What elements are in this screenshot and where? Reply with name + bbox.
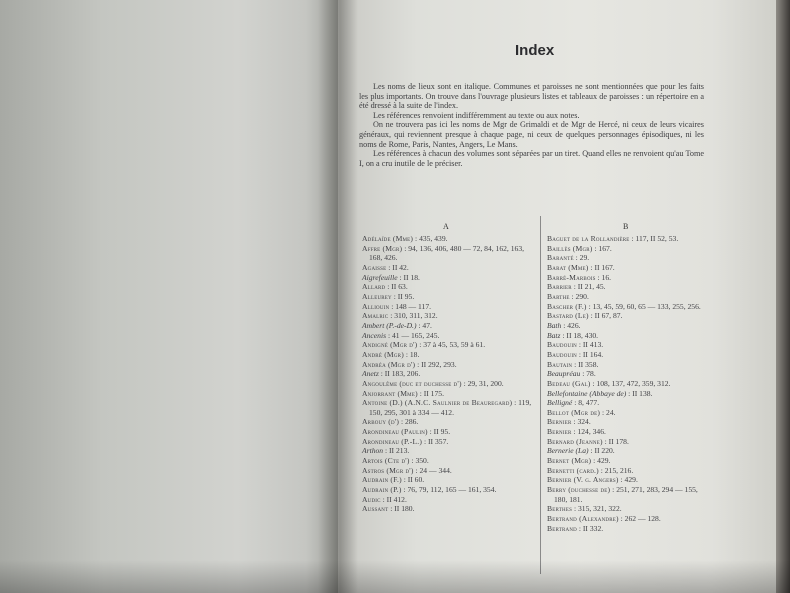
index-entry-refs: : II 412.: [380, 494, 407, 504]
index-entry-refs: : 167.: [592, 243, 612, 253]
intro-paragraph: Les noms de lieux sont en italique. Communes et paroisses ne sont mentionnées que pour les faits les plus importants. On trouve dans l'ouvrage plusieurs listes et tableaux de paroisses : un répertoire en a été dressé à la suite de l'index.: [359, 82, 704, 111]
index-entry: [362, 311, 534, 321]
index-entry: [547, 340, 705, 350]
index-entry-refs: : 426.: [561, 320, 581, 330]
index-entry-refs: : 124, 346.: [571, 427, 606, 437]
index-entry-refs: : 290.: [569, 291, 589, 301]
index-entry: [547, 360, 705, 370]
index-entry-refs: : II 21, 45.: [571, 282, 606, 292]
index-entry-name: Bath: [547, 320, 562, 330]
index-entry-refs: : II 413.: [577, 340, 604, 350]
column-separator: [540, 216, 541, 574]
index-entry-name: Baudouin: [547, 340, 577, 350]
index-entry: [362, 331, 534, 341]
index-entry: [547, 475, 705, 485]
index-entry-refs: : II 63.: [385, 282, 408, 292]
index-entry-name: Bernier: [547, 417, 572, 427]
index-entry-refs: : II 183, 206.: [378, 369, 421, 379]
index-entry-name: Anetz: [362, 369, 379, 379]
index-entry: [547, 427, 705, 437]
index-entry: [362, 340, 534, 350]
index-entry-name: Bellot (Mgr de): [547, 407, 601, 417]
index-entry: [362, 417, 534, 427]
index-entry-refs: : 350.: [409, 456, 429, 466]
index-entry-refs: : II 164.: [577, 349, 604, 359]
index-entry: [547, 417, 705, 427]
index-entry: [362, 504, 534, 514]
index-entry-name: Antoine (D.) (A.N.C. Saulnier de Beauregard): [362, 398, 513, 408]
index-entry-refs: : 76, 79, 112, 165 — 161, 354.: [401, 485, 497, 495]
index-entry: [362, 360, 534, 370]
index-entry-refs: : 435, 439.: [413, 234, 448, 243]
index-entry-name: Affre (Mgr): [362, 243, 403, 253]
index-entry-name: Barrier: [547, 282, 572, 292]
index-entry-refs: : 16.: [595, 272, 612, 282]
intro-paragraph: Les références renvoient indifféremment au texte ou aux notes.: [373, 110, 580, 120]
index-entry-name: Bedeau (Gal): [547, 378, 591, 388]
index-entry-refs: : II 178.: [602, 436, 629, 446]
index-entry-name: Baudouin: [547, 349, 577, 359]
index-entry: [362, 446, 534, 456]
index-entry-refs: : 262 — 128.: [618, 514, 661, 524]
index-entry-name: Arondineau (P.-L.): [362, 436, 423, 446]
index-entry: [362, 302, 534, 312]
index-entry: [547, 446, 705, 456]
index-entry-refs: : II 357.: [422, 436, 449, 446]
index-entry: [362, 456, 534, 466]
index-entry-name: Arbouy (d'): [362, 417, 400, 427]
index-entry-refs: : 429.: [591, 456, 611, 466]
index-entry-name: Berry (duchesse de): [547, 485, 611, 495]
index-entry-name: Barré-Marbois: [547, 272, 596, 282]
index-entry-name: Anjorrant (Mme): [362, 388, 418, 398]
index-entry-refs: : 215, 216.: [598, 465, 634, 475]
index-entry-name: Ancenis: [362, 330, 387, 340]
index-entry-refs: : 78.: [580, 369, 596, 379]
index-entry-name: Bastard (Le): [547, 311, 589, 321]
index-entry: [547, 514, 705, 524]
index-entry-name: Ambert (P.-de-D.): [362, 320, 417, 330]
index-entry-refs: : II 220.: [588, 446, 615, 456]
index-entry: [547, 273, 705, 283]
index-entry: [547, 350, 705, 360]
index-entry: [547, 466, 705, 476]
index-entry-name: Audrain (P.): [362, 485, 402, 495]
column-heading-a: A: [443, 222, 449, 231]
index-entry-refs: : II 332.: [576, 523, 604, 533]
index-entry: [362, 369, 534, 379]
index-entry-refs: : II 95.: [391, 291, 415, 301]
index-entry: [547, 282, 705, 292]
index-entry: [547, 263, 705, 273]
index-entry-refs: : II 42.: [386, 262, 409, 272]
index-entry-refs: : 315, 321, 322.: [572, 504, 622, 514]
page-edge: [776, 0, 790, 593]
index-entry-name: Beaupréau: [547, 369, 581, 379]
index-column-b: [547, 234, 705, 533]
intro-paragraph: On ne trouvera pas ici les noms de Mgr de Grimaldi et de Mgr de Hercé, ni ceux de leurs vicaires généraux, qui reviennent presque à chaque page, ni ceux de quelques personnages épisodiques, ni les noms de Rome, Paris, Nantes, Angers, Le Mans.: [359, 120, 704, 149]
index-entry-name: Amalric: [362, 311, 389, 321]
index-entry-refs: : II 60.: [401, 475, 425, 485]
index-entry-refs: : 13, 45, 59, 60, 65 — 133, 255, 256.: [586, 301, 701, 311]
index-entry: [362, 427, 534, 437]
index-entry: [362, 495, 534, 505]
index-entry: [547, 234, 705, 244]
index-entry: [547, 379, 705, 389]
index-entry: [362, 475, 534, 485]
index-entry-name: Bernier: [547, 427, 572, 437]
index-entry-name: André (Mgr): [362, 349, 404, 359]
index-entry-name: Bernerie (La): [547, 446, 589, 456]
index-entry-name: Audrain (F.): [362, 475, 402, 485]
index-entry-refs: : 37 à 45, 53, 59 à 61.: [417, 340, 486, 350]
index-entry: [547, 369, 705, 379]
index-entry-name: Batz: [547, 330, 561, 340]
index-entry-name: Baguet de la Rollandière: [547, 234, 630, 243]
index-entry-name: Bernard (Jeanne): [547, 436, 603, 446]
index-entry-name: Bernier (V. g. Angers): [547, 475, 619, 485]
index-entry-name: Bernet (Mgr): [547, 456, 592, 466]
bottom-shadow: [0, 560, 790, 593]
index-entry: [547, 456, 705, 466]
index-entry: [547, 253, 705, 263]
index-entry-refs: : II 95.: [427, 427, 451, 437]
index-entry: [362, 273, 534, 283]
index-entry: [547, 437, 705, 447]
index-entry: [547, 504, 705, 514]
index-entry-refs: : 251, 271, 283, 294 — 155, 180, 181.: [554, 485, 698, 504]
index-entry: [362, 350, 534, 360]
index-entry-refs: : II 358.: [572, 359, 599, 369]
index-entry: [362, 437, 534, 447]
column-heading-b: B: [623, 222, 629, 231]
index-column-a: [362, 234, 534, 514]
index-entry-name: Aussant: [362, 504, 389, 514]
index-entry: [547, 485, 705, 504]
index-entry-name: Aigrefeuille: [362, 272, 398, 282]
index-entry-name: Bertrand: [547, 523, 577, 533]
index-entry: [362, 263, 534, 273]
index-entry-name: Bascher (F.): [547, 301, 587, 311]
index-entry-name: Arondineau (Paulin): [362, 427, 428, 437]
index-entry-refs: : II 138.: [626, 388, 653, 398]
index-entry: [547, 292, 705, 302]
index-entry-refs: : II 180.: [388, 504, 415, 514]
index-entry: [547, 302, 705, 312]
index-entry-refs: : 119, 150, 295, 301 à 334 — 412.: [369, 398, 532, 417]
index-entry-name: Adélaïde (Mme): [362, 234, 414, 243]
index-entry-name: Bertrand (Alexandre): [547, 514, 619, 524]
index-entry-refs: : 310, 311, 312.: [388, 311, 438, 321]
index-entry-refs: : 117, II 52, 53.: [629, 234, 679, 243]
index-entry-refs: : 429.: [618, 475, 638, 485]
intro-paragraph: Les références à chacun des volumes sont séparées par un tiret. Quand elles ne renvoient qu'au Tome I, on a cru inutile de le préciser.: [359, 149, 704, 168]
index-entry: [547, 331, 705, 341]
book-gutter-shadow: [318, 0, 358, 593]
index-entry-refs: : 41 — 165, 245.: [386, 330, 440, 340]
index-entry: [547, 524, 705, 534]
index-entry-name: Angoulême (duc et duchesse d'): [362, 378, 462, 388]
page-title: Index: [515, 42, 555, 59]
index-entry: [362, 485, 534, 495]
index-entry-refs: : 29, 31, 200.: [461, 378, 504, 388]
index-entry-refs: : 94, 136, 406, 480 — 72, 84, 162, 163, 168, 426.: [369, 243, 525, 263]
index-entry-name: Berthes: [547, 504, 573, 514]
index-entry-name: Bautain: [547, 359, 573, 369]
left-page-blank: [0, 0, 340, 593]
index-entry-refs: : 324.: [571, 417, 591, 427]
index-entry: [362, 292, 534, 302]
index-entry-name: Artois (Cte d'): [362, 456, 410, 466]
index-entry-name: Astros (Mgr d'): [362, 465, 414, 475]
index-entry-name: Baillès (Mgr): [547, 243, 593, 253]
index-entry: [547, 408, 705, 418]
index-entry-refs: : 18.: [403, 349, 420, 359]
index-entry-refs: : 24 — 344.: [413, 465, 452, 475]
index-entry-name: Arthon: [362, 446, 384, 456]
index-entry-refs: : 108, 137, 472, 359, 312.: [590, 378, 671, 388]
index-entry-name: Alleurey: [362, 291, 392, 301]
index-entry-refs: : 8, 477.: [572, 398, 600, 408]
index-entry-refs: : 24.: [600, 407, 616, 417]
index-entry: [547, 389, 705, 399]
intro-text: [359, 82, 704, 168]
index-entry-name: Audic: [362, 494, 381, 504]
index-entry: [547, 398, 705, 408]
index-entry: [362, 398, 534, 417]
index-entry-refs: : II 67, 87.: [588, 311, 623, 321]
index-entry-refs: : 47.: [416, 320, 432, 330]
index-entry-name: Barthe: [547, 291, 570, 301]
index-entry: [547, 321, 705, 331]
index-entry-name: Alliouin: [362, 301, 390, 311]
index-entry: [362, 321, 534, 331]
index-entry-name: Baranté: [547, 253, 574, 263]
index-entry-name: Bernetti (card.): [547, 465, 599, 475]
index-entry: [362, 234, 534, 244]
index-entry-name: Bellefontaine (Abbaye de): [547, 388, 627, 398]
index-entry-refs: : 29.: [573, 253, 590, 263]
index-entry-refs: : 148 — 117.: [389, 301, 432, 311]
index-entry-refs: : II 167.: [588, 262, 615, 272]
index-entry-name: Barat (Mme): [547, 262, 589, 272]
index-entry: [362, 466, 534, 476]
index-entry-name: Allard: [362, 282, 386, 292]
index-entry: [547, 244, 705, 254]
index-entry-refs: : 286.: [399, 417, 419, 427]
index-entry-refs: : II 18, 430.: [560, 330, 599, 340]
index-entry: [362, 379, 534, 389]
index-entry-name: Agaisse: [362, 262, 387, 272]
index-entry-refs: : II 175.: [417, 388, 444, 398]
index-entry-refs: : II 18.: [397, 272, 420, 282]
index-entry: [547, 311, 705, 321]
index-entry-name: Andréa (Mgr d'): [362, 359, 416, 369]
index-entry-name: Andigné (Mgr d'): [362, 340, 418, 350]
index-entry-refs: : II 213.: [383, 446, 410, 456]
index-entry-name: Belligné: [547, 398, 573, 408]
index-entry: [362, 282, 534, 292]
index-entry: [362, 389, 534, 399]
index-entry: [362, 244, 534, 263]
index-entry-refs: : II 292, 293.: [415, 359, 457, 369]
